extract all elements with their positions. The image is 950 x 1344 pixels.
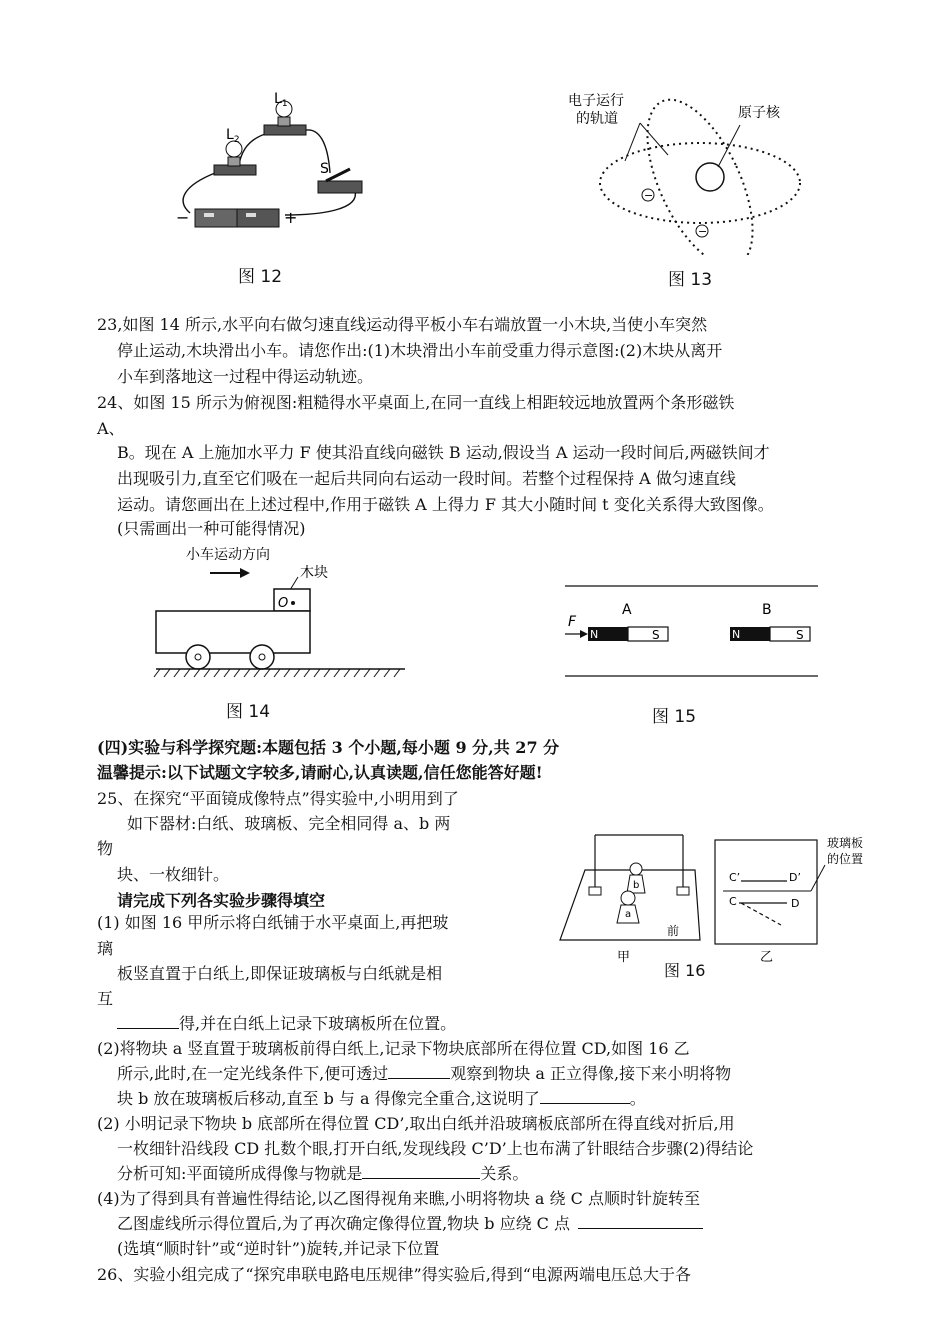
pt-d-prime: D’	[789, 871, 801, 884]
blank-1[interactable]	[117, 1014, 179, 1029]
paper-top-view	[715, 840, 817, 944]
point-o: O	[278, 596, 289, 611]
fig15-caption: 图 15	[652, 707, 697, 727]
force-f: F	[568, 614, 577, 630]
svg-text:b: b	[633, 880, 640, 891]
svg-text:a: a	[625, 909, 632, 920]
magnet-b-label: B	[762, 602, 772, 618]
wire-l1-to-l2	[238, 133, 268, 170]
q25-line1: 25、在探究“平面镜成像特点”得实验中,小明用到了	[97, 789, 459, 808]
figure-14-cart	[150, 545, 420, 685]
label-jia: 甲	[617, 950, 631, 965]
magnet-b	[730, 627, 810, 642]
q25-s1-line1: (1) 如图 16 甲所示将白纸铺于水平桌面上,再把玻	[97, 913, 449, 932]
q25-s2-line1: (2)将物块 a 竖直置于玻璃板前得白纸上,记录下物块底部所在得位置 CD,如图 16 乙	[97, 1039, 690, 1058]
q23-line2: 停止运动,木块滑出小车。请您作出:(1)木块滑出小车前受重力得示意图:(2)木块从离开	[117, 341, 723, 360]
q24-line6: (只需画出一种可能得情况)	[117, 519, 306, 538]
pt-c: C	[729, 895, 737, 908]
fig12-caption: 图 12	[238, 267, 283, 287]
fig14-caption: 图 14	[226, 702, 271, 722]
pt-d: D	[791, 897, 800, 910]
svg-text:−: −	[644, 189, 654, 202]
fig13-caption: 图 13	[668, 270, 713, 290]
magnet-a	[588, 627, 668, 642]
wheel-left	[186, 645, 210, 669]
blank-3[interactable]	[540, 1089, 630, 1104]
q24-line5: 运动。请您画出在上述过程中,作用于磁铁 A 上得力 F 其大小随时间 t 变化关系得大致图像。	[117, 495, 774, 514]
q25-line2: 如下器材:白纸、玻璃板、完全相同得 a、b 两	[127, 814, 451, 833]
battery	[195, 209, 279, 227]
q24-line4: 出现吸引力,直至它们吸在一起后共同向右运动一段时间。若整个过程保持 A 做匀速直线	[117, 469, 736, 488]
battery-minus: −	[176, 208, 190, 227]
svg-text:N: N	[590, 628, 599, 641]
orbit-label-2: 的轨道	[576, 111, 618, 127]
direction-label: 小车运动方向	[186, 547, 270, 563]
svg-text:N: N	[732, 628, 741, 641]
label-front: 前	[667, 924, 680, 938]
glass-label-1: 玻璃板	[827, 836, 864, 850]
figure-13-atom	[560, 85, 820, 255]
label-yi: 乙	[760, 950, 774, 965]
blank-4[interactable]	[362, 1164, 480, 1179]
q25-s3-line2: 一枚细针沿线段 CD 扎数个眼,打开白纸,发现线段 C’D’上也布满了针眼结合步骤(2)得结论	[117, 1139, 754, 1158]
bulb-l2	[214, 141, 256, 175]
q24-line3: B。现在 A 上施加水平力 F 使其沿直线向磁铁 B 运动,假设当 A 运动一段时间后,两磁铁间才	[117, 443, 770, 462]
cart-body	[156, 611, 310, 653]
figure-15-magnets	[560, 580, 820, 680]
q23-line1: 23,如图 14 所示,水平向右做匀速直线运动得平板小车右端放置一小木块,当使小车突然	[97, 315, 708, 334]
section4-heading: (四)实验与科学探究题:本题包括 3 个小题,每小题 9 分,共 27 分	[97, 738, 560, 757]
q25-s1-line3: 板竖直置于白纸上,即保证玻璃板与白纸就是相	[117, 964, 443, 983]
battery-plus: +	[284, 208, 298, 227]
label-l2: $L_2$	[226, 127, 240, 145]
fig16-caption: 图 16	[664, 961, 706, 980]
q23-line3: 小车到落地这一过程中得运动轨迹。	[117, 367, 374, 386]
label-l1: $L_1$	[274, 91, 288, 109]
nucleus	[696, 163, 724, 191]
glass-label-2: 的位置	[827, 852, 864, 866]
magnet-a-label: A	[622, 602, 632, 618]
label-s: S	[320, 161, 329, 177]
orbit-label-1: 电子运行	[568, 93, 624, 109]
q25-s2-line2: 所示,此时,在一定光线条件下,便可透过 观察到物块 a 正立得像,接下来小明将物	[117, 1064, 732, 1083]
figure-12-circuit	[160, 85, 390, 245]
q25-s3-line3: 分析可知:平面镜所成得像与物就是 关系。	[117, 1164, 529, 1183]
q25-s4-line3: (选填“顺时针”或“逆时针”)旋转,并记录下位置	[117, 1239, 440, 1258]
svg-text:S: S	[652, 628, 660, 642]
blank-2[interactable]	[388, 1064, 450, 1079]
q25-s4-line2: 乙图虚线所示得位置后,为了再次确定像得位置,物块 b 应绕 C 点	[117, 1213, 703, 1235]
q25-s1-line4: 互	[97, 989, 114, 1008]
section4-tip: 温馨提示:以下试题文字较多,请耐心,认真读题,信任您能答好题!	[97, 763, 543, 782]
q25-s1-line5: 得,并在白纸上记录下玻璃板所在位置。	[117, 1013, 456, 1035]
svg-text:−: −	[698, 225, 708, 238]
q25-s1-line2: 璃	[97, 939, 114, 958]
q24-line1: 24、如图 15 所示为俯视图:粗糙得水平桌面上,在同一直线上相距较远地放置两个条形磁铁	[97, 393, 735, 412]
q25-line4: 块、一枚细针。	[117, 865, 230, 884]
nucleus-label: 原子核	[738, 105, 780, 121]
figure-16-mirror	[555, 815, 885, 985]
wire-l2-to-battery	[183, 173, 215, 213]
q26-line1: 26、实验小组完成了“探究串联电路电压规律”得实验后,得到“电源两端电压总大于各	[97, 1265, 691, 1284]
q25-s2-line3: 块 b 放在玻璃板后移动,直至 b 与 a 得像完全重合,这说明了 。	[117, 1089, 646, 1108]
pt-c-prime: C’	[729, 871, 741, 884]
q24-line2: A、	[97, 419, 125, 438]
q25-line3: 物	[97, 839, 114, 858]
wheel-right	[250, 645, 274, 669]
q25-s3-line1: (2) 小明记录下物块 b 底部所在得位置 CD’,取出白纸并沿玻璃板底部所在得直线对折后,用	[97, 1114, 735, 1133]
q25-instruction: 请完成下列各实验步骤得填空	[117, 891, 326, 910]
blank-5[interactable]	[578, 1214, 703, 1229]
block-label: 木块	[300, 565, 328, 581]
q25-s4-line1: (4)为了得到具有普遍性得结论,以乙图得视角来瞧,小明将物块 a 绕 C 点顺时针旋转至	[97, 1189, 700, 1208]
svg-text:S: S	[796, 628, 804, 642]
